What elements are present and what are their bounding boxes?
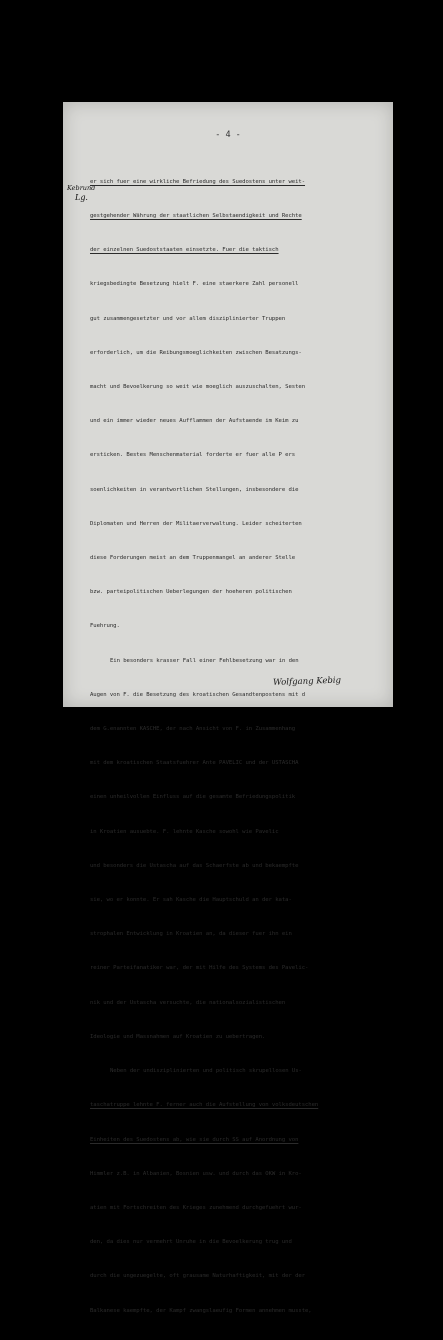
- text-line: ersticken. Bestes Menschenmaterial forderte er fuer alle P ers: [90, 452, 296, 459]
- text-line: Himmler z.B. in Albanien, Bosnien usw. und durch das OKW in Kro-: [90, 1170, 302, 1177]
- text-line: atien mit Fortschreiten des Krieges zunehmend durchgefuehrt wur-: [90, 1204, 302, 1211]
- text-line: reiner Parteifanatiker war, der mit Hilfe des Systems des Pavelic-: [90, 965, 309, 972]
- text-line: diese Forderungen meist an dem Truppenmangel an anderer Stelle: [90, 555, 296, 562]
- text-line: sie, wo er konnte. Er sah Kasche die Hauptschuld an der kata-: [90, 897, 292, 904]
- text-line: kriegsbedingte Besetzung hielt F. eine staerkere Zahl personell: [90, 281, 299, 288]
- text-line: Einheiten des Suedostens ab, wie sie durch SS auf Anordnung von: [90, 1136, 299, 1143]
- text-line: Augen von F. die Besetzung des kroatischen Gesandtenpostens mit d: [90, 691, 306, 698]
- text-line: einen unheilvollen Einfluss auf die gesamte Befriedungspolitik: [90, 794, 296, 801]
- text-line: mit dem kroatischen Staatsfuehrer Ante PAVELIC und der USTASCHA: [90, 760, 299, 767]
- text-line: in Kroatien ausuebte. F. lehnte Kasche sowohl wie Pavelic: [90, 828, 279, 835]
- text-line: er sich fuer eine wirkliche Befriedung des Suedostens unter weit-: [90, 178, 306, 185]
- text-line: macht und Bevoelkerung so weit wie moeglich auszuschalten, Sesten: [90, 384, 306, 391]
- text-line: durch die ungezuegelte, oft grausame Naturhaftigkeit, mit der der: [90, 1273, 306, 1280]
- text-line: Neben der undisziplinierten und politisch skrupellosen Us-: [110, 1068, 302, 1075]
- text-line: erforderlich, um die Reibungsmoeglichkeiten zwischen Besatzungs-: [90, 349, 302, 356]
- page-number: - 4 -: [215, 130, 241, 140]
- margin-note-handwritten: [67, 184, 96, 202]
- document-page: [63, 102, 393, 1314]
- text-line: Fuehrung.: [90, 623, 120, 630]
- text-line: strophalen Entwicklung in Kroatien an, da dieser fuer ihn ein: [90, 931, 292, 938]
- text-line: und besonders die Ustascha auf das Schaerfste ab und bekaempfte: [90, 862, 299, 869]
- text-line: Balkanese kaempfte, der Kampf zwangslaeufig Formen annehmen musste,: [90, 1307, 312, 1314]
- text-line: der einzelnen Suedoststaaten einsetzte. Fuer die taktisch: [90, 247, 279, 254]
- text-line: nik und der Ustascha versuchte, die nationalsozialistischen: [90, 999, 286, 1006]
- text-line: bzw. parteipolitischen Ueberlegungen der hoeheren politischen: [90, 589, 292, 596]
- text-line: dem G.enannten KASCHE, der nach Ansicht von F. in Zusammenhang: [90, 726, 296, 733]
- text-line: gut zusammengesetzter und vor allem disziplinierter Truppen: [90, 315, 286, 322]
- text-line: Ideologie und Massnahmen auf Kroatien zu uebertragen.: [90, 1033, 266, 1040]
- typewritten-body: [90, 154, 386, 1340]
- text-line: Diplomaten und Herren der Militaerverwaltung. Leider scheiterten: [90, 520, 302, 527]
- margin-note-line-2: Lg.: [75, 193, 88, 202]
- text-line: und ein immer wieder neues Aufflammen der Aufstaende im Keim zu: [90, 418, 299, 425]
- margin-note-line-1: Kebrund: [67, 184, 96, 192]
- text-line: taschatruppe lehnte F. ferner auch die Aufstellung von volksdeutschen: [90, 1102, 319, 1109]
- text-line: gestgehender Währung der staatlichen Selbstaendigkeit und Rechte: [90, 213, 302, 220]
- handwritten-signature: Wolfgang Kebig: [272, 675, 342, 688]
- text-line: soenlichkeiten in verantwortlichen Stellungen, insbesondere die: [90, 486, 299, 493]
- text-line: den, da dies nur vermehrt Unruhe in die Bevoelkerung trug und: [90, 1239, 292, 1246]
- text-line: Ein besonders krasser Fall einer Fehlbesetzung war in den: [110, 657, 299, 664]
